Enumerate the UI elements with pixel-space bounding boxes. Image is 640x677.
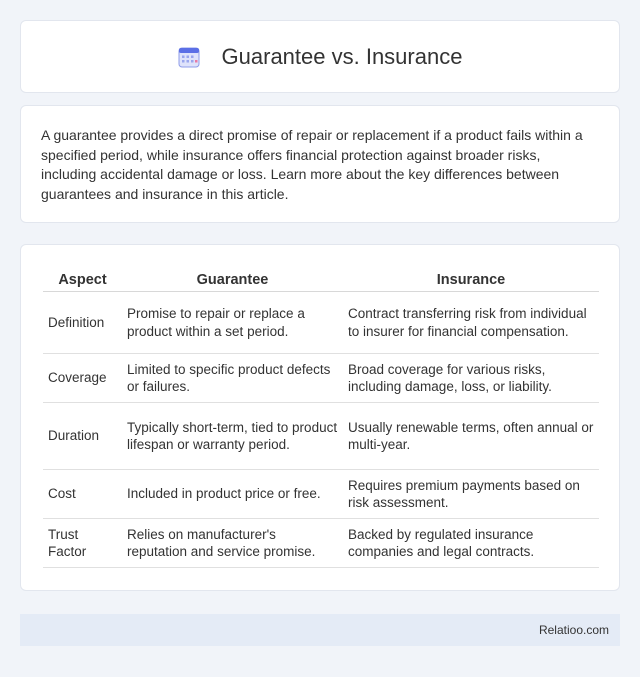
aspect-cell: Definition (43, 292, 122, 354)
aspect-cell: Trust Factor (43, 519, 122, 568)
table-header-row (43, 265, 599, 292)
aspect-cell: Duration (43, 403, 122, 470)
insurance-cell: Backed by regulated insurance companies and legal contracts. (343, 519, 599, 568)
comparison-table (43, 265, 599, 568)
insurance-cell: Usually renewable terms, often annual or multi-year. (343, 403, 599, 470)
intro-text: A guarantee provides a direct promise of repair or replacement if a product fails within a specified period, while insurance offers financial protection against broader risks, including accidental damage or loss. Learn more about the key differences between guarantees and insurance in this article. (41, 127, 583, 202)
insurance-cell: Contract transferring risk from individual to insurer for financial compensation. (343, 292, 599, 354)
comparison-card (20, 244, 620, 591)
guarantee-cell: Limited to specific product defects or failures. (122, 354, 343, 403)
table-row (43, 519, 599, 568)
guarantee-cell: Included in product price or free. (122, 470, 343, 519)
header-aspect: Aspect (43, 265, 122, 292)
page-title: Guarantee vs. Insurance (221, 43, 463, 69)
insurance-cell: Requires premium payments based on risk assessment. (343, 470, 599, 519)
table-row (43, 470, 599, 519)
intro-card (20, 105, 620, 223)
calendar-icon (178, 46, 200, 68)
aspect-cell: Cost (43, 470, 122, 519)
guarantee-cell: Relies on manufacturer's reputation and service promise. (122, 519, 343, 568)
title-card (20, 20, 620, 93)
guarantee-cell: Promise to repair or replace a product within a set period. (122, 292, 343, 354)
insurance-cell: Broad coverage for various risks, including damage, loss, or liability. (343, 354, 599, 403)
header-guarantee: Guarantee (122, 265, 343, 292)
table-row (43, 354, 599, 403)
table-row (43, 403, 599, 470)
table-row (43, 292, 599, 354)
footer (20, 614, 620, 646)
header-insurance: Insurance (343, 265, 599, 292)
guarantee-cell: Typically short-term, tied to product lifespan or warranty period. (122, 403, 343, 470)
footer-brand: Relatioo.com (538, 623, 609, 637)
aspect-cell: Coverage (43, 354, 122, 403)
